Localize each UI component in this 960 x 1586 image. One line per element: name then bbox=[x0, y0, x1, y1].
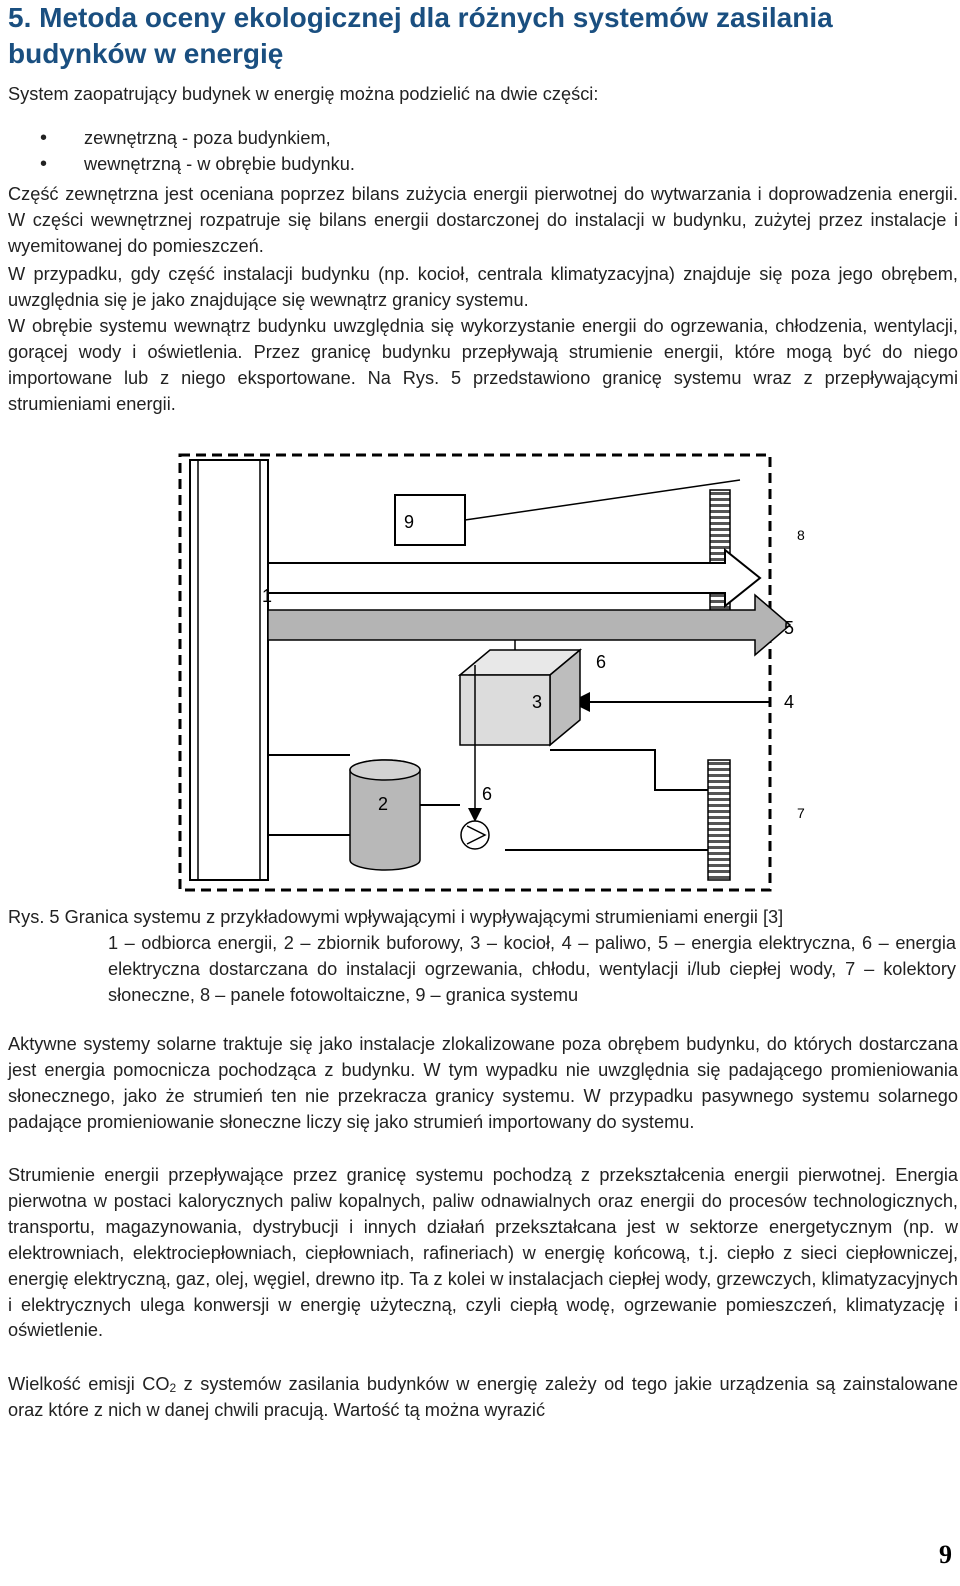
bullet-item: • zewnętrzną - poza budynkiem, bbox=[40, 126, 355, 152]
label-6a: 6 bbox=[596, 652, 607, 672]
paragraph-solar: Aktywne systemy solarne traktuje się jako instalacje zlokalizowane poza obrębem budynku, do których dostarczana jest energia pomocnicza pochodząca z budynku. W tym wypadku nie uwzględnia się padającego promieniowania słonecznego, jako że strumień ten nie przekracza granicy systemu. W przypadku pasywnego systemu solarnego padające promieniowanie słoneczne liczy się jako strumień importowany do systemu. bbox=[8, 1034, 958, 1132]
system-boundary-figure bbox=[150, 450, 850, 895]
electricity-export-arrow bbox=[268, 550, 760, 606]
emission-text: Wielkość emisji CO bbox=[8, 1374, 170, 1394]
label-1: 1 bbox=[262, 586, 273, 606]
paragraph-system bbox=[8, 314, 958, 418]
paragraph-text: Część zewnętrzna jest oceniana poprzez bilans zużycia energii pierwotnej do wytwarzania i doprowadzenia energii. bbox=[8, 184, 958, 204]
emission-text-rest: z systemów zasilania budynków w energię zależy od tego jakie urządzenia są zainstalowane oraz które z nich w danej chwili pracują. Wartość tą można wyrazić bbox=[8, 1374, 958, 1420]
paragraph-boundary bbox=[8, 182, 958, 260]
paragraph-installation: W przypadku, gdy część instalacji budynku (np. kocioł, centrala klimatyzacyjna) znajduje się poza jego obrębem, uwzględnia się je jako znajdujące się wewnątrz granicy systemu. bbox=[8, 264, 958, 310]
label-3: 3 bbox=[532, 692, 543, 712]
caption-legend: 1 – odbiorca energii, 2 – zbiornik buforowy, 3 – kocioł, 4 – paliwo, 5 – energia elektryczna, 6 – energia elektryczna dostarczana do instalacji ogrzewania, chłodu, wentylacji i/lub ciepłej wody, 7 – kolektory słoneczne, 8 – panele fotowoltaiczne, 9 – granica systemu bbox=[108, 932, 956, 1005]
buffer-tank-top bbox=[350, 760, 420, 780]
pump-arrow-head bbox=[468, 808, 482, 822]
paragraph-text: W obrębie systemu wewnątrz budynku uwzględnia się wykorzystanie energii do ogrzewania, chłodzenia, wentylacji, gorącej wody i oświetlenia. bbox=[8, 316, 958, 362]
solar-collectors bbox=[708, 760, 730, 880]
bullet-list bbox=[40, 126, 355, 178]
label-8: 8 bbox=[797, 527, 805, 543]
label-6b: 6 bbox=[482, 784, 493, 804]
paragraph-text: Przez granicę budynku przepływają strumienie energii, które mogą być do niego importowane lub z niego eksportowane. Na Rys. 5 przedstawiono granicę systemu wraz z przepływającymi strumieniami energii. bbox=[8, 341, 959, 414]
collector-pipe bbox=[550, 750, 708, 790]
label-5: 5 bbox=[784, 618, 795, 638]
label-4: 4 bbox=[784, 692, 795, 712]
page-number: 9 bbox=[939, 1540, 952, 1569]
bullet-item: • wewnętrzną - w obrębie budynku. bbox=[40, 152, 355, 178]
paragraph-text: W części wewnętrznej rozpatruje się bilans energii dostarczonej do instalacji w budynku, zużytej przez instalacje i wyemitowanej do pomieszczeń. bbox=[8, 209, 958, 256]
caption-title: Rys. 5 Granica systemu z przykładowymi wpływającymi i wypływającymi strumieniami energii [3] bbox=[8, 907, 784, 927]
boundary-pointer bbox=[465, 480, 740, 520]
co2-subscript: 2 bbox=[169, 1381, 177, 1395]
figure-caption bbox=[8, 905, 956, 1009]
energy-consumer-column bbox=[190, 460, 268, 880]
section-heading: 5. Metoda oceny ekologicznej dla różnych systemów zasilania budynków w energię bbox=[8, 2, 833, 69]
label-9: 9 bbox=[404, 512, 415, 532]
paragraph-primary-energy: Strumienie energii przepływające przez granicę systemu pochodzą z przekształcenia energii pierwotnej. Energia pierwotna w postaci kalorycznych paliw kopalnych, paliw odnawialnych oraz energii do procesów technologicznych, transportu, magazynowania, dystrybucji i innych działań przekształcana jest w sektorze energetycznym (np. w elektrowniach, elektrociepłowniach, ciepłowniach, rafineriach) w energię końcową, t.j. ciepło z sieci ciepłowniczej, energię elektryczną, gaz, olej, węgiel, drewno itp. Ta z kolei w instalacjach ciepłej wody, grzewczych, klimatyzacyjnych i elektrycznych ulega konwersji w energię użyteczną, czyli ciepłą wodę, ogrzewanie pomieszczeń, klimatyzację i oświetlenie. bbox=[8, 1165, 958, 1341]
label-7: 7 bbox=[797, 805, 805, 821]
intro-paragraph: System zaopatrujący budynek w energię można podzielić na dwie części: bbox=[8, 84, 599, 104]
paragraph-emission bbox=[8, 1372, 958, 1424]
label-2: 2 bbox=[378, 794, 389, 814]
